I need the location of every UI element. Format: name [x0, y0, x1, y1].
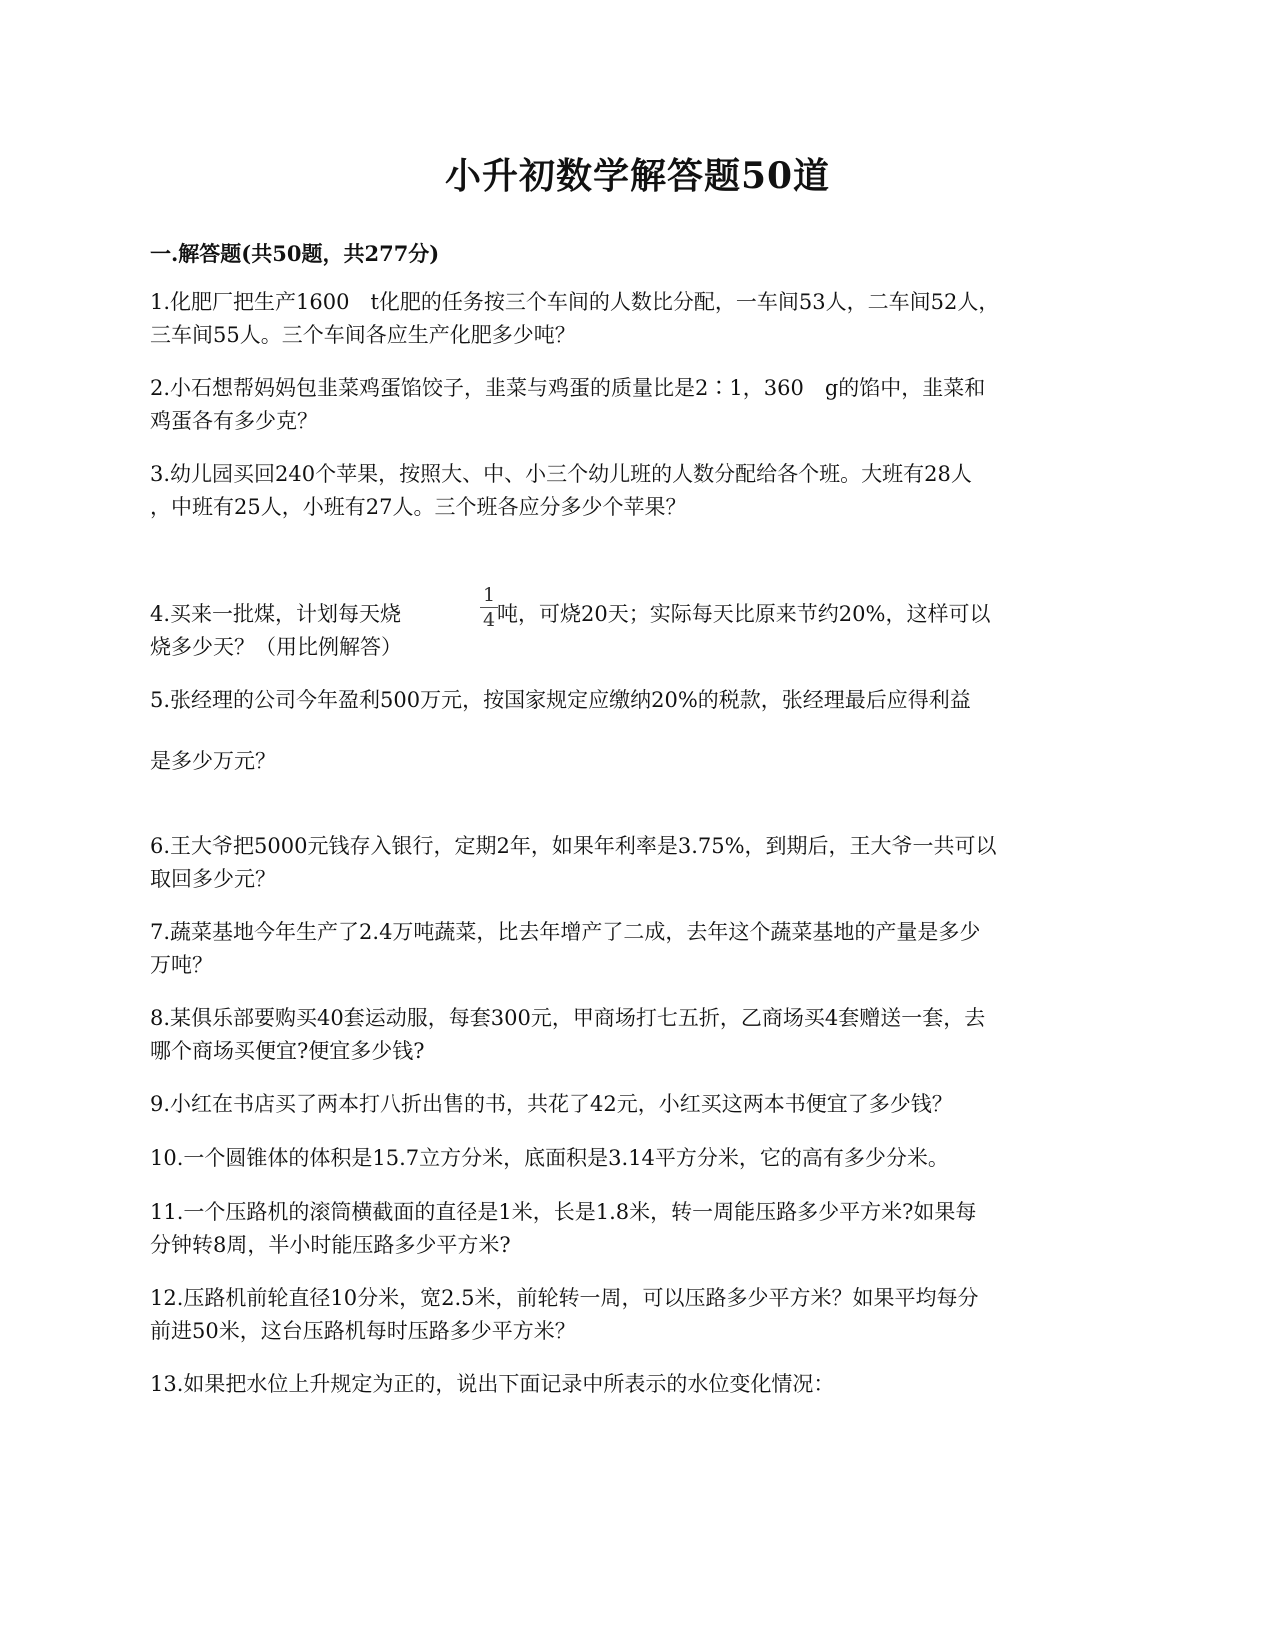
page-title: 小升初数学解答题50道	[444, 155, 831, 197]
question-6	[150, 830, 1130, 896]
fraction-numerator: 1	[482, 584, 496, 606]
question-line: 哪个商场买便宜?便宜多少钱?	[150, 1039, 425, 1063]
question-line: 12.压路机前轮直径10分米，宽2.5米，前轮转一周，可以压路多少平方米？如果平均每分	[150, 1286, 979, 1310]
question-line: 前进50米，这台压路机每时压路多少平方米？	[150, 1319, 576, 1343]
question-line: 鸡蛋各有多少克？	[150, 409, 318, 433]
question-line: 万吨？	[150, 953, 213, 977]
question-line: 三车间55人。三个车间各应生产化肥多少吨？	[150, 323, 576, 347]
fraction-denominator: 4	[482, 609, 496, 631]
question-line: 是多少万元？	[150, 749, 276, 773]
question-line: ，中班有25人，小班有27人。三个班各应分多少个苹果？	[150, 495, 687, 519]
question-7	[150, 916, 1130, 982]
question-4	[150, 598, 1130, 664]
section-heading: 一.解答题(共50题，共277分)	[150, 241, 440, 266]
question-line: 10.一个圆锥体的体积是15.7立方分米，底面积是3.14平方分米，它的高有多少分米。	[150, 1146, 949, 1170]
question-line: 11.一个压路机的滚筒横截面的直径是1米，长是1.8米，转一周能压路多少平方米?如果每	[150, 1200, 977, 1224]
question-8	[150, 1002, 1130, 1068]
question-11	[150, 1196, 1130, 1262]
question-line: 5.张经理的公司今年盈利500万元，按国家规定应缴纳20%的税款，张经理最后应得利益	[150, 688, 971, 712]
question-text-part: 吨，可烧20天；实际每天比原来节约20%，这样可以	[497, 602, 991, 626]
question-line: 3.幼儿园买回240个苹果，按照大、中、小三个幼儿班的人数分配给各个班。大班有28人	[150, 462, 972, 486]
question-12	[150, 1282, 1130, 1348]
question-9	[150, 1088, 1130, 1121]
question-3	[150, 458, 1130, 524]
question-2	[150, 372, 1130, 438]
question-1	[150, 286, 1130, 352]
question-line: 2.小石想帮妈妈包韭菜鸡蛋馅饺子，韭菜与鸡蛋的质量比是2∶1，360 g的馅中，韭菜和	[150, 376, 986, 400]
question-5	[150, 684, 1130, 778]
question-line: 取回多少元？	[150, 867, 276, 891]
question-line: 9.小红在书店买了两本打八折出售的书，共花了42元，小红买这两本书便宜了多少钱？	[150, 1092, 953, 1116]
question-13	[150, 1368, 1130, 1401]
question-line: 分钟转8周，半小时能压路多少平方米?	[150, 1233, 511, 1257]
question-line: 7.蔬菜基地今年生产了2.4万吨蔬菜，比去年增产了二成，去年这个蔬菜基地的产量是多少	[150, 920, 981, 944]
question-10	[150, 1142, 1130, 1175]
question-line: 烧多少天？（用比例解答）	[150, 635, 402, 659]
question-line: 1.化肥厂把生产1600 t化肥的任务按三个车间的人数比分配，一车间53人，二车间52人，	[150, 290, 1000, 314]
question-line: 8.某俱乐部要购买40套运动服，每套300元，甲商场打七五折，乙商场买4套赠送一套，去	[150, 1006, 986, 1030]
question-line	[150, 598, 1130, 631]
question-text-part: 4.买来一批煤，计划每天烧	[150, 602, 402, 626]
question-line: 13.如果把水位上升规定为正的，说出下面记录中所表示的水位变化情况：	[150, 1372, 835, 1396]
question-line: 6.王大爷把5000元钱存入银行，定期2年，如果年利率是3.75%，到期后，王大爷一共可以	[150, 834, 997, 858]
